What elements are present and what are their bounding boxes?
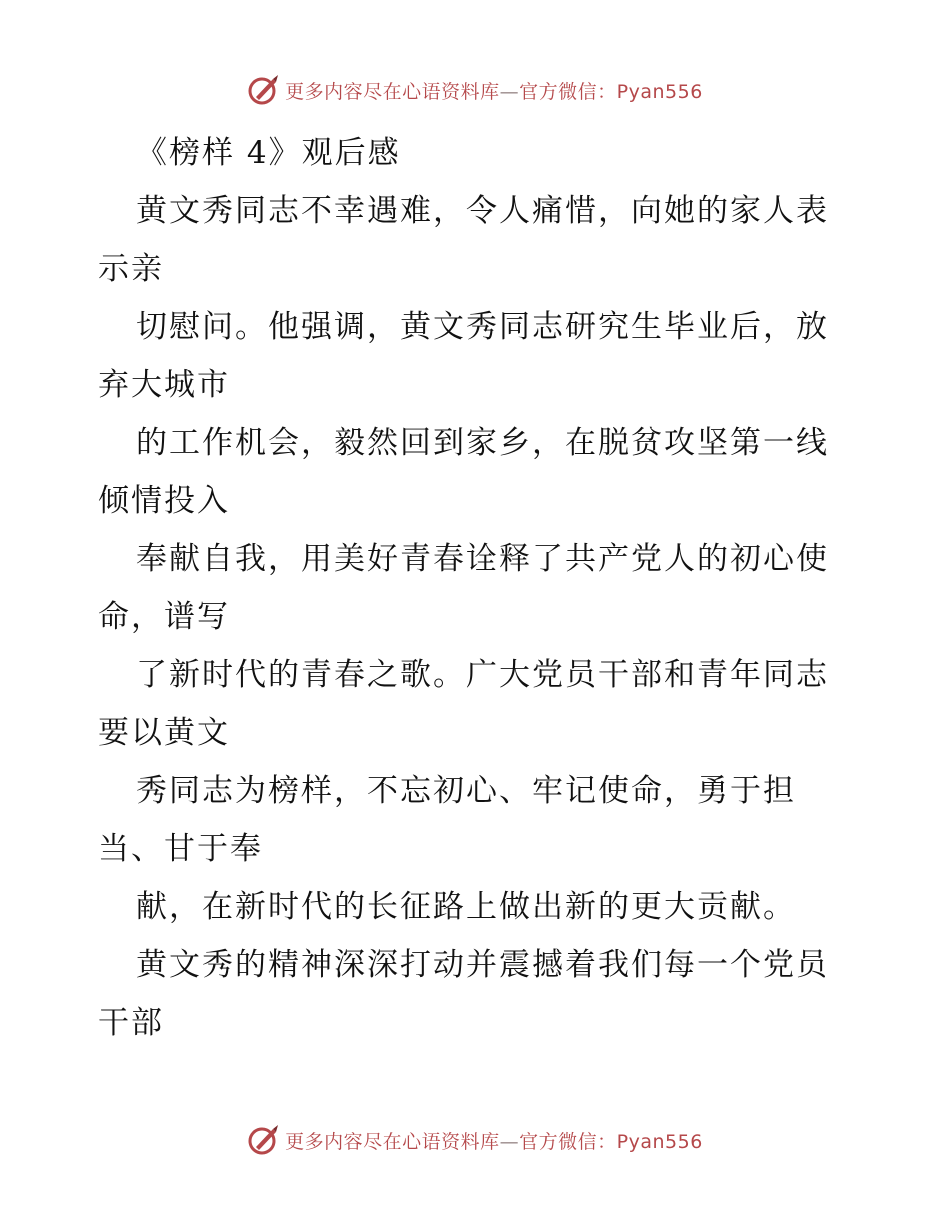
footer-watermark xyxy=(0,1120,950,1160)
paragraph-line: 要以黄文 xyxy=(98,715,230,751)
quill-logo-icon xyxy=(247,1123,281,1157)
paragraph-line: 奉献自我，用美好青春诠释了共产党人的初心使 xyxy=(136,541,829,577)
footer-main-text: 更多内容尽在心语资料库 xyxy=(285,1130,500,1153)
paragraph-line: 切慰问。他强调，黄文秀同志研究生毕业后，放 xyxy=(136,309,829,345)
paragraph-line: 的工作机会，毅然回到家乡，在脱贫攻坚第一线 xyxy=(136,425,829,461)
paragraph-line: 秀同志为榜样，不忘初心、牢记使命，勇于担 xyxy=(136,773,796,809)
paragraph-line: 了新时代的青春之歌。广大党员干部和青年同志 xyxy=(136,657,829,693)
document-title: 《榜样 4》观后感 xyxy=(136,135,401,171)
paragraph-line: 黄文秀同志不幸遇难，令人痛惜，向她的家人表 xyxy=(136,193,829,229)
header-watermark-text xyxy=(285,77,703,104)
header-dash: — xyxy=(499,80,520,103)
footer-dash: — xyxy=(499,1130,520,1153)
header-account-text: 官方微信：Pyan556 xyxy=(519,80,703,103)
footer-account-text: 官方微信：Pyan556 xyxy=(519,1130,703,1153)
header-watermark xyxy=(0,70,950,110)
paragraph-line: 倾情投入 xyxy=(98,483,230,519)
quill-logo-icon xyxy=(247,73,281,107)
paragraph-line: 弃大城市 xyxy=(98,367,230,403)
header-main-text: 更多内容尽在心语资料库 xyxy=(285,80,500,103)
paragraph-line: 命，谱写 xyxy=(98,599,230,635)
paragraph-line: 干部 xyxy=(98,1005,164,1041)
paragraph-line: 献，在新时代的长征路上做出新的更大贡献。 xyxy=(136,889,796,925)
paragraph-line: 示亲 xyxy=(98,251,164,287)
footer-watermark-text xyxy=(285,1127,703,1154)
paragraph-line: 当、甘于奉 xyxy=(98,831,263,867)
document-body xyxy=(98,124,858,1052)
paragraph-line: 黄文秀的精神深深打动并震撼着我们每一个党员 xyxy=(136,947,829,983)
